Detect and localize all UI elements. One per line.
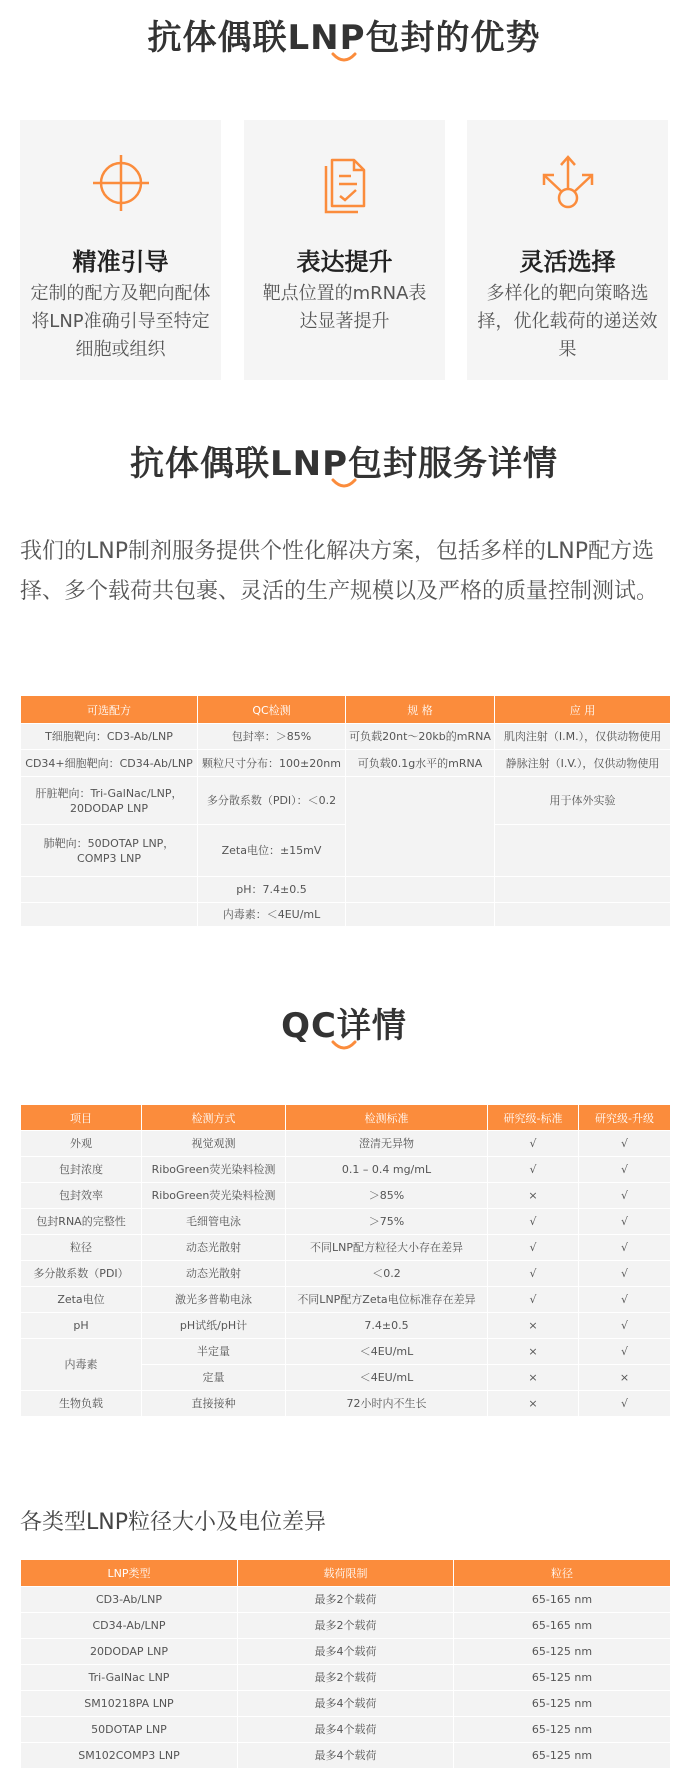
column-header: 研究级-标准 <box>488 1105 579 1131</box>
table-cell <box>21 903 198 927</box>
table-cell: pH试纸/pH计 <box>142 1313 286 1339</box>
table-cell: 肌肉注射（I.M.），仅供动物使用 <box>495 724 671 750</box>
table-cell: 65-125 nm <box>454 1743 671 1769</box>
service-intro: 我们的LNP制剂服务提供个性化解决方案，包括多样的LNP配方选择、多个载荷共包裹、灵活的生产规模以及严格的质量控制测试。 <box>20 539 659 604</box>
table-cell: 65-125 nm <box>454 1639 671 1665</box>
table-cell: 65-165 nm <box>454 1587 671 1613</box>
table-row <box>21 724 671 750</box>
table-row <box>21 750 671 777</box>
table-cell: pH：7.4±0.5 <box>198 877 346 903</box>
smile-underline-icon <box>331 1040 357 1053</box>
table-cell: Zeta电位：±15mV <box>198 825 346 877</box>
table-row <box>21 903 671 927</box>
card-desc: 靶点位置的mRNA表达显著提升 <box>262 283 427 332</box>
table-cell: 内毒素：＜4EU/mL <box>198 903 346 927</box>
table-row <box>21 1391 671 1417</box>
table-cell: 包封浓度 <box>21 1157 142 1183</box>
table-cell: √ <box>579 1131 671 1157</box>
section-title-qc: QC详情 <box>281 1006 407 1046</box>
table-cell: 包封率：＞85% <box>198 724 346 750</box>
table-cell: 不同LNP配方Zeta电位标准存在差异 <box>286 1287 488 1313</box>
table-cell: 65-165 nm <box>454 1613 671 1639</box>
table-cell: 包封RNA的完整性 <box>21 1209 142 1235</box>
table-row <box>21 1717 671 1743</box>
table-cell: 最多4个载荷 <box>238 1691 454 1717</box>
table-cell: 多分散系数（PDI） <box>21 1261 142 1287</box>
card-desc: 多样化的靶向策略选择，优化载荷的递送效果 <box>477 283 658 360</box>
table-cell: 半定量 <box>142 1339 286 1365</box>
table-row <box>21 1313 671 1339</box>
table-cell: 视觉观测 <box>142 1131 286 1157</box>
table-cell: RiboGreen荧光染料检测 <box>142 1157 286 1183</box>
table-row <box>21 777 671 825</box>
table-cell <box>495 825 671 877</box>
table-cell: 澄清无异物 <box>286 1131 488 1157</box>
table-row <box>21 1183 671 1209</box>
table-cell: 生物负载 <box>21 1391 142 1417</box>
card-title: 表达提升 <box>296 248 393 276</box>
table-cell: × <box>488 1365 579 1391</box>
table-row <box>21 1691 671 1717</box>
table-cell: 65-125 nm <box>454 1665 671 1691</box>
card-desc: 定制的配方及靶向配体将LNP准确引导至特定细胞或组织 <box>30 283 211 360</box>
table-cell: × <box>488 1391 579 1417</box>
table-cell: 颗粒尺寸分布：100±20nm <box>198 750 346 777</box>
table-cell: ＜4EU/mL <box>286 1365 488 1391</box>
lnp-rows <box>21 1587 671 1769</box>
table-cell: Zeta电位 <box>21 1287 142 1313</box>
table-cell: CD3-Ab/LNP <box>21 1587 238 1613</box>
column-header: LNP类型 <box>21 1560 238 1587</box>
section-title-advantages: 抗体偶联LNP包封的优势 <box>147 18 541 58</box>
smile-underline-icon <box>331 478 357 491</box>
table-cell: 最多2个载荷 <box>238 1665 454 1691</box>
table-cell <box>495 877 671 903</box>
table-header-row <box>21 1105 671 1131</box>
table-cell: √ <box>488 1131 579 1157</box>
table-cell: 内毒素 <box>21 1339 142 1391</box>
table-cell: 0.1 – 0.4 mg/mL <box>286 1157 488 1183</box>
table-cell: × <box>488 1183 579 1209</box>
smile-underline-icon <box>331 52 357 65</box>
table-cell: 72小时内不生长 <box>286 1391 488 1417</box>
table-row <box>21 1209 671 1235</box>
table-cell: 定量 <box>142 1365 286 1391</box>
table-cell: √ <box>488 1209 579 1235</box>
column-header: 粒径 <box>454 1560 671 1587</box>
table-cell: SM10218PA LNP <box>21 1691 238 1717</box>
table-cell <box>346 877 495 903</box>
table-row <box>21 1587 671 1613</box>
table-cell: ＞85% <box>286 1183 488 1209</box>
table-cell: √ <box>579 1157 671 1183</box>
table-row <box>21 1743 671 1769</box>
table-row <box>21 1639 671 1665</box>
document-check-icon <box>314 152 376 214</box>
table-cell: Tri-GalNac LNP <box>21 1665 238 1691</box>
table-cell: 肺靶向：50DOTAP LNP，COMP3 LNP <box>21 825 198 877</box>
table-row <box>21 1613 671 1639</box>
table-cell: √ <box>579 1313 671 1339</box>
table-row <box>21 1665 671 1691</box>
qc-rows <box>21 1131 671 1339</box>
table-header-row <box>21 696 671 724</box>
table-cell: 动态光散射 <box>142 1261 286 1287</box>
table-cell: √ <box>579 1339 671 1365</box>
column-header: 规 格 <box>346 696 495 724</box>
column-header: 检测标准 <box>286 1105 488 1131</box>
card-title: 精准引导 <box>72 248 169 276</box>
table-cell: SM102COMP3 LNP <box>21 1743 238 1769</box>
table-cell <box>21 877 198 903</box>
card-title: 灵活选择 <box>519 248 616 276</box>
table-cell: ＜4EU/mL <box>286 1339 488 1365</box>
advantage-card-precise <box>20 120 221 380</box>
table-cell: ＜0.2 <box>286 1261 488 1287</box>
table-cell: 65-125 nm <box>454 1717 671 1743</box>
table-cell: × <box>488 1339 579 1365</box>
table-cell: 最多4个载荷 <box>238 1743 454 1769</box>
table-cell: √ <box>579 1287 671 1313</box>
table-row <box>21 1287 671 1313</box>
table-row <box>21 1235 671 1261</box>
table-cell: 用于体外实验 <box>495 777 671 825</box>
table-cell: × <box>488 1313 579 1339</box>
table-row <box>21 1339 671 1365</box>
table-cell: 20DODAP LNP <box>21 1639 238 1665</box>
table-cell: 多分散系数（PDI）：＜0.2 <box>198 777 346 825</box>
table-header-row <box>21 1560 671 1587</box>
section-title-service: 抗体偶联LNP包封服务详情 <box>129 444 559 484</box>
column-header: 检测方式 <box>142 1105 286 1131</box>
table-cell: √ <box>579 1209 671 1235</box>
column-header: 研究级-升级 <box>579 1105 671 1131</box>
table-cell: √ <box>488 1157 579 1183</box>
column-header: QC检测 <box>198 696 346 724</box>
table-cell: √ <box>579 1235 671 1261</box>
table-cell: 静脉注射（I.V.），仅供动物使用 <box>495 750 671 777</box>
table-cell: 动态光散射 <box>142 1235 286 1261</box>
table-cell: 毛细管电泳 <box>142 1209 286 1235</box>
table-cell: 直接接种 <box>142 1391 286 1417</box>
table-cell: 7.4±0.5 <box>286 1313 488 1339</box>
table-cell <box>346 777 495 877</box>
table-cell: √ <box>579 1391 671 1417</box>
table-cell: 外观 <box>21 1131 142 1157</box>
advantage-card-expression <box>244 120 445 380</box>
table-cell: ＞75% <box>286 1209 488 1235</box>
table-cell: T细胞靶向：CD3-Ab/LNP <box>21 724 198 750</box>
qc-table <box>20 1104 671 1417</box>
table-cell <box>495 903 671 927</box>
table-cell: 65-125 nm <box>454 1691 671 1717</box>
table-cell: √ <box>488 1235 579 1261</box>
table-cell: 可负载20nt～20kb的mRNA <box>346 724 495 750</box>
table-cell: 最多2个载荷 <box>238 1587 454 1613</box>
table-cell: RiboGreen荧光染料检测 <box>142 1183 286 1209</box>
table-cell: pH <box>21 1313 142 1339</box>
table-cell: × <box>579 1365 671 1391</box>
table-cell: 包封效率 <box>21 1183 142 1209</box>
advantage-card-flexible <box>467 120 668 380</box>
column-header: 应 用 <box>495 696 671 724</box>
crosshair-icon <box>90 152 152 214</box>
table-cell: √ <box>488 1261 579 1287</box>
table-cell: √ <box>579 1183 671 1209</box>
column-header: 项目 <box>21 1105 142 1131</box>
column-header: 载荷限制 <box>238 1560 454 1587</box>
table-row <box>21 877 671 903</box>
table-cell: √ <box>579 1261 671 1287</box>
service-table <box>20 695 671 927</box>
table-cell: CD34-Ab/LNP <box>21 1613 238 1639</box>
table-cell: 激光多普勒电泳 <box>142 1287 286 1313</box>
table-cell: CD34+细胞靶向：CD34-Ab/LNP <box>21 750 198 777</box>
table-cell: 50DOTAP LNP <box>21 1717 238 1743</box>
table-cell: 最多4个载荷 <box>238 1717 454 1743</box>
table-cell: √ <box>488 1287 579 1313</box>
table-cell: 不同LNP配方粒径大小存在差异 <box>286 1235 488 1261</box>
table-row <box>21 1131 671 1157</box>
branch-arrows-icon <box>537 152 599 214</box>
table-cell: 粒径 <box>21 1235 142 1261</box>
lnp-size-table <box>20 1559 671 1769</box>
table-row <box>21 1261 671 1287</box>
table-cell: 可负载0.1g水平的mRNA <box>346 750 495 777</box>
table-cell: 最多2个载荷 <box>238 1613 454 1639</box>
table-cell <box>346 903 495 927</box>
table-cell: 肝脏靶向：Tri-GalNac/LNP，20DODAP LNP <box>21 777 198 825</box>
section-title-lnp-size: 各类型LNP粒径大小及电位差异 <box>20 1510 326 1535</box>
column-header: 可选配方 <box>21 696 198 724</box>
table-row <box>21 1157 671 1183</box>
table-cell: 最多4个载荷 <box>238 1639 454 1665</box>
